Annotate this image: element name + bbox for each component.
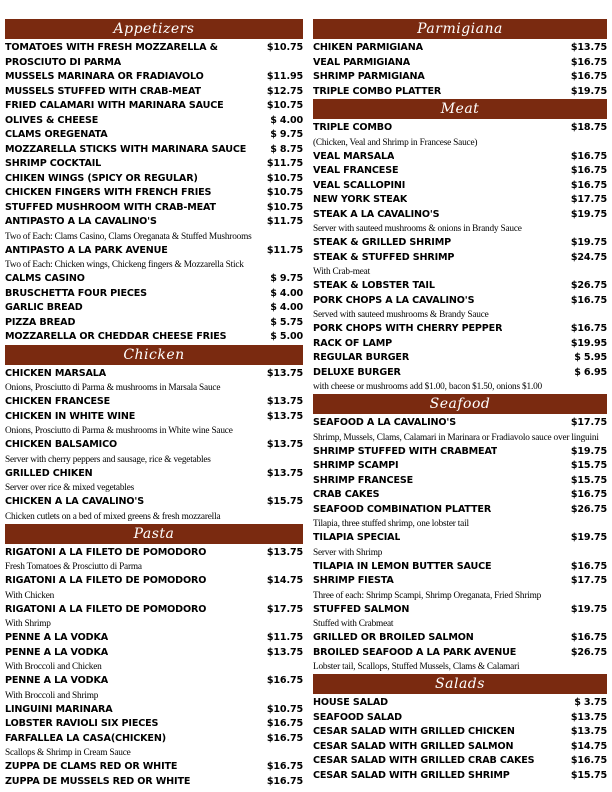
item-price: $10.75 <box>266 100 303 111</box>
menu-item <box>5 495 303 510</box>
item-name: MOZZARELLA OR CHEDDAR CHEESE FRIES <box>5 331 227 342</box>
item-name: CALMS CASINO <box>5 273 85 284</box>
item-description: Served with sauteed mushrooms & Brandy Sauce <box>313 310 489 320</box>
item-name: HOUSE SALAD <box>313 697 388 708</box>
menu-item <box>313 294 607 309</box>
left-column <box>5 19 303 789</box>
menu-item <box>313 725 607 740</box>
menu-item <box>313 337 607 352</box>
item-name: GARLIC BREAD <box>5 302 83 313</box>
menu-item <box>313 531 607 546</box>
menu-item <box>5 272 303 287</box>
item-price: $13.75 <box>570 726 607 737</box>
item-name: SEAFOOD COMBINATION PLATTER <box>313 503 492 515</box>
menu-item <box>5 760 303 775</box>
item-price: $13.75 <box>570 42 607 53</box>
item-price: $16.75 <box>570 632 607 643</box>
item-description: Three of each: Shrimp Scampi, Shrimp Oreganata, Fried Shrimp <box>313 590 542 601</box>
item-name: FARFALLEA LA CASA(CHICKEN) <box>5 732 166 744</box>
section-meat <box>313 99 607 394</box>
item-description: Onions, Prosciutto di Parma & mushrooms in Marsala Sauce <box>5 383 221 393</box>
item-price: $11.75 <box>266 216 303 227</box>
item-price: $19.95 <box>570 337 607 349</box>
item-price: $ 5.00 <box>270 331 303 342</box>
item-price: $19.75 <box>570 237 607 248</box>
item-description: Server with Shrimp <box>313 547 383 558</box>
item-description: With Broccoli and Shrimp <box>5 690 99 701</box>
menu-item <box>5 717 303 732</box>
item-price: $11.95 <box>266 71 303 82</box>
item-price: $17.75 <box>570 194 607 205</box>
item-price: $11.75 <box>266 632 303 643</box>
menu-item <box>5 301 303 316</box>
menu-item <box>5 99 303 114</box>
item-description: Chicken cutlets on a bed of mixed greens & fresh mozzarella <box>5 511 221 522</box>
menu-item <box>5 114 303 129</box>
item-price: $16.75 <box>266 775 303 787</box>
menu-item <box>5 775 303 790</box>
item-name: TRIPLE COMBO <box>313 122 392 133</box>
item-price: $16.75 <box>266 718 303 729</box>
section-header: Salads <box>313 674 607 694</box>
item-price: $10.75 <box>266 42 303 53</box>
menu-item <box>5 244 303 259</box>
menu-item <box>5 703 303 718</box>
section-pasta <box>5 524 303 790</box>
item-name: RIGATONI A LA FILETO DE POMODORO <box>5 603 207 615</box>
item-name: TILAPIA SPECIAL <box>313 532 401 543</box>
item-price: $14.75 <box>570 740 607 752</box>
item-description: Server with cherry peppers and sausage, rice & vegetables <box>5 454 211 465</box>
item-description: With Broccoli and Chicken <box>5 662 102 672</box>
item-name: CHICKEN IN WHITE WINE <box>5 410 136 422</box>
item-name: PENNE A LA VODKA <box>5 632 109 643</box>
menu-item <box>313 646 607 661</box>
menu-item <box>313 711 607 726</box>
item-name: PORK CHOPS A LA CAVALINO'S <box>313 294 475 306</box>
menu-item <box>313 696 607 711</box>
item-name: RACK OF LAMP <box>313 337 392 349</box>
item-price: $11.75 <box>266 158 303 169</box>
item-name: PORK CHOPS WITH CHERRY PEPPER <box>313 323 503 334</box>
menu-item <box>313 631 607 646</box>
item-name: STEAK & GRILLED SHRIMP <box>313 237 452 248</box>
section-salads <box>313 674 607 783</box>
item-name: CHICKEN A LA CAVALINO'S <box>5 496 144 507</box>
item-name: PENNE A LA VODKA <box>5 675 109 686</box>
menu-item <box>313 754 607 769</box>
item-price: $16.75 <box>570 165 607 176</box>
item-price: $15.75 <box>570 474 607 486</box>
item-name: CHICKEN FINGERS WITH FRENCH FRIES <box>5 187 212 198</box>
item-price: $26.75 <box>570 503 607 515</box>
item-name: SEAFOOD A LA CAVALINO'S <box>313 417 456 428</box>
item-name: SEAFOOD SALAD <box>313 711 402 723</box>
item-price: $19.75 <box>570 603 607 615</box>
item-name: ZUPPA DE MUSSELS RED OR WHITE <box>5 775 191 787</box>
item-description: Onions, Prosciutto di Parma & mushrooms in White wine Sauce <box>5 426 233 436</box>
item-name: NEW YORK STEAK <box>313 194 408 205</box>
item-price: $15.75 <box>570 460 607 471</box>
item-name: GRILLED OR BROILED SALMON <box>313 632 474 643</box>
item-description: Tilapia, three stuffed shrimp, one lobster tail <box>313 519 469 529</box>
item-name: LINGUINI MARINARA <box>5 703 113 715</box>
item-price: $10.75 <box>266 703 303 715</box>
menu-item <box>313 236 607 251</box>
item-price: $17.75 <box>570 575 607 586</box>
item-price: $16.75 <box>570 323 607 334</box>
item-name: SHRIMP STUFFED WITH CRABMEAT <box>313 445 498 457</box>
menu-item <box>5 143 303 158</box>
item-name: MOZZARELLA STICKS WITH MARINARA SAUCE <box>5 143 247 155</box>
menu-item <box>313 351 607 366</box>
menu-item <box>5 410 303 425</box>
item-name: CHICKEN FRANCESE <box>5 396 111 407</box>
section-chicken <box>5 345 303 524</box>
menu-item <box>313 416 607 431</box>
item-name: ANTIPASTO A LA PARK AVENUE <box>5 244 168 256</box>
menu-item <box>5 646 303 661</box>
menu-item <box>313 474 607 489</box>
section-header: Chicken <box>5 345 303 365</box>
menu-item <box>313 740 607 755</box>
section-seafood <box>313 394 607 674</box>
item-price: $16.75 <box>570 294 607 306</box>
menu-item <box>313 503 607 518</box>
item-price: $ 9.75 <box>270 129 303 140</box>
item-name: CHIKEN WINGS (SPICY OR REGULAR) <box>5 172 198 184</box>
menu-item <box>313 179 607 194</box>
item-description: With Crab-meat <box>313 267 370 277</box>
menu-item <box>5 603 303 618</box>
menu-item <box>313 56 607 71</box>
item-price: $13.75 <box>266 546 303 558</box>
menu-item <box>5 467 303 482</box>
item-name: VEAL FRANCESE <box>313 165 399 176</box>
menu-item <box>313 251 607 266</box>
item-name: CRAB CAKES <box>313 489 380 500</box>
item-name: CESAR SALAD WITH GRILLED SHRIMP <box>313 769 510 781</box>
item-name: CESAR SALAD WITH GRILLED SALMON <box>313 740 514 752</box>
item-price: $16.75 <box>570 150 607 162</box>
menu-item <box>313 279 607 294</box>
item-price: $19.75 <box>570 445 607 457</box>
menu-item <box>5 186 303 201</box>
item-name: STUFFED MUSHROOM WITH CRAB-MEAT <box>5 201 216 213</box>
item-price: $19.75 <box>570 532 607 543</box>
item-name: CLAMS OREGENATA <box>5 129 108 140</box>
item-price: $13.75 <box>266 467 303 479</box>
item-name: DELUXE BURGER <box>313 366 401 378</box>
menu-item <box>313 560 607 575</box>
item-price: $ 5.95 <box>574 352 607 363</box>
item-description: Server over rice & mixed vegetables <box>5 483 135 493</box>
menu-item <box>313 41 607 56</box>
item-price: $10.75 <box>266 172 303 184</box>
item-price: $ 9.75 <box>270 273 303 284</box>
item-price: $13.75 <box>266 646 303 658</box>
menu-item <box>313 208 607 223</box>
menu-item <box>5 56 303 71</box>
menu-item <box>5 316 303 331</box>
item-name: ZUPPA DE CLAMS RED OR WHITE <box>5 761 178 772</box>
item-price: $17.75 <box>570 417 607 428</box>
item-description: (Chicken, Veal and Shrimp in Francese Sauce) <box>313 137 478 148</box>
item-name: SHRIMP COCKTAIL <box>5 158 102 169</box>
item-name: BROILED SEAFOOD A LA PARK AVENUE <box>313 646 517 658</box>
item-name: CHICKEN BALSAMICO <box>5 439 117 450</box>
item-name: PENNE A LA VODKA <box>5 646 109 658</box>
item-price: $16.75 <box>570 56 607 68</box>
item-price: $13.75 <box>266 396 303 407</box>
menu-item <box>5 70 303 85</box>
item-name: MUSSELS MARINARA OR FRADIAVOLO <box>5 71 204 82</box>
item-price: $13.75 <box>570 711 607 723</box>
item-price: $24.75 <box>570 251 607 263</box>
item-name: BRUSCHETTA FOUR PIECES <box>5 287 147 299</box>
menu-item <box>5 157 303 172</box>
item-price: $15.75 <box>266 496 303 507</box>
menu-item <box>5 438 303 453</box>
item-price: $18.75 <box>570 122 607 133</box>
menu-item <box>313 164 607 179</box>
item-price: $14.75 <box>266 575 303 586</box>
item-price: $ 6.95 <box>574 366 607 378</box>
item-price: $19.75 <box>570 85 607 97</box>
right-column <box>313 19 607 783</box>
item-price: $10.75 <box>266 187 303 198</box>
menu-item <box>313 488 607 503</box>
item-price: $ 4.00 <box>270 114 303 126</box>
item-description: With Shrimp <box>5 619 51 629</box>
section-header: Pasta <box>5 524 303 544</box>
item-name: STEAK & STUFFED SHRIMP <box>313 251 455 263</box>
item-price: $ 3.75 <box>574 697 607 708</box>
item-name: MUSSELS STUFFED WITH CRAB-MEAT <box>5 85 201 97</box>
item-description: Two of Each: Chicken wings, Chickeng fingers & Mozzarella Stick <box>5 260 244 270</box>
menu-item <box>313 769 607 784</box>
item-price: $16.75 <box>570 179 607 191</box>
item-name: PIZZA BREAD <box>5 316 76 328</box>
item-price: $ 5.75 <box>270 316 303 328</box>
menu-item <box>5 201 303 216</box>
menu-item <box>313 366 607 381</box>
item-name: VEAL MARSALA <box>313 150 395 162</box>
item-name: SHRIMP PARMIGIANA <box>313 71 425 82</box>
section-parmigiana <box>313 19 607 99</box>
section-header: Meat <box>313 99 607 119</box>
item-name: SHRIMP SCAMPI <box>313 460 399 471</box>
item-name: ANTIPASTO A LA CAVALINO'S <box>5 216 157 227</box>
menu-item <box>5 574 303 589</box>
section-header: Seafood <box>313 394 607 414</box>
section-header: Appetizers <box>5 19 303 39</box>
item-description: With Chicken <box>5 590 55 601</box>
item-name: STEAK A LA CAVALINO'S <box>313 208 440 220</box>
item-name: SHRIMP FRANCESE <box>313 474 414 486</box>
item-name: GRILLED CHIKEN <box>5 467 93 479</box>
item-name: STUFFED SALMON <box>313 603 410 615</box>
item-price: $16.75 <box>570 560 607 572</box>
menu-item <box>313 574 607 589</box>
item-price: $10.75 <box>266 201 303 213</box>
item-price: $13.75 <box>266 439 303 450</box>
item-name: REGULAR BURGER <box>313 352 410 363</box>
item-price: $26.75 <box>570 280 607 291</box>
menu-item <box>313 85 607 100</box>
item-description: with cheese or mushrooms add $1.00, bacon $1.50, onions $1.00 <box>313 382 542 392</box>
item-name: PROSCIUTO DI PARMA <box>5 56 122 68</box>
item-name: RIGATONI A LA FILETO DE POMODORO <box>5 575 207 586</box>
item-price: $17.75 <box>266 603 303 615</box>
item-price: $13.75 <box>266 367 303 379</box>
menu-item <box>5 330 303 345</box>
item-price: $16.75 <box>570 489 607 500</box>
item-name: SHRIMP FIESTA <box>313 575 394 586</box>
item-name: CESAR SALAD WITH GRILLED CRAB CAKES <box>313 755 535 766</box>
item-name: FRIED CALAMARI WITH MARINARA SAUCE <box>5 100 224 111</box>
item-name: TILAPIA IN LEMON BUTTER SAUCE <box>313 560 492 572</box>
menu-item <box>5 674 303 689</box>
menu-item <box>5 41 303 56</box>
item-price: $13.75 <box>266 410 303 422</box>
item-name: TOMATOES WITH FRESH MOZZARELLA & <box>5 42 218 53</box>
item-price: $16.75 <box>266 732 303 744</box>
menu-item <box>313 70 607 85</box>
menu-item <box>313 603 607 618</box>
menu-item <box>5 546 303 561</box>
section-header: Parmigiana <box>313 19 607 39</box>
section-appetizers <box>5 19 303 345</box>
item-name: VEAL PARMIGIANA <box>313 56 411 68</box>
item-price: $11.75 <box>266 244 303 256</box>
item-price: $16.75 <box>570 755 607 766</box>
menu-item <box>313 459 607 474</box>
item-price: $16.75 <box>266 761 303 772</box>
menu-item <box>5 128 303 143</box>
item-description: Server with sauteed mushrooms & onions in Brandy Sauce <box>313 224 522 234</box>
item-description: Scallops & Shrimp in Cream Sauce <box>5 748 131 758</box>
item-price: $ 8.75 <box>270 143 303 155</box>
item-name: LOBSTER RAVIOLI SIX PIECES <box>5 718 159 729</box>
item-name: VEAL SCALLOPINI <box>313 179 406 191</box>
menu-item <box>5 395 303 410</box>
item-price: $15.75 <box>570 769 607 781</box>
item-price: $ 4.00 <box>270 302 303 313</box>
item-price: $ 4.00 <box>270 287 303 299</box>
menu-item <box>313 322 607 337</box>
item-description: Stuffed with Crabmeat <box>313 619 394 629</box>
item-description: Two of Each: Clams Casino, Clams Oreganata & Stuffed Mushrooms <box>5 231 252 242</box>
item-price: $26.75 <box>570 646 607 658</box>
menu-item <box>313 150 607 165</box>
item-price: $19.75 <box>570 208 607 220</box>
menu-item <box>5 367 303 382</box>
item-name: STEAK & LOBSTER TAIL <box>313 280 435 291</box>
item-name: CHICKEN MARSALA <box>5 367 107 379</box>
item-description: Lobster tail, Scallops, Stuffed Mussels, Clams & Calamari <box>313 662 520 672</box>
menu-item <box>313 121 607 136</box>
item-name: OLIVES & CHEESE <box>5 114 99 126</box>
menu-item <box>5 172 303 187</box>
item-description: Fresh Tomatoes & Prosciutto di Parma <box>5 562 142 572</box>
item-description: Shrimp, Mussels, Clams, Calamari in Marinara or Fradiavolo sauce over linguini <box>313 432 599 443</box>
item-name: RIGATONI A LA FILETO DE POMODORO <box>5 546 207 558</box>
item-name: CESAR SALAD WITH GRILLED CHICKEN <box>313 726 515 737</box>
menu-item <box>313 445 607 460</box>
menu-item <box>5 85 303 100</box>
item-name: TRIPLE COMBO PLATTER <box>313 85 442 97</box>
menu-item <box>5 732 303 747</box>
item-price: $16.75 <box>570 71 607 82</box>
menu-item <box>5 215 303 230</box>
item-price: $16.75 <box>266 675 303 686</box>
menu-item <box>5 287 303 302</box>
menu-item <box>5 631 303 646</box>
menu-item <box>313 193 607 208</box>
item-price: $12.75 <box>266 85 303 97</box>
item-name: CHIKEN PARMIGIANA <box>313 42 423 53</box>
